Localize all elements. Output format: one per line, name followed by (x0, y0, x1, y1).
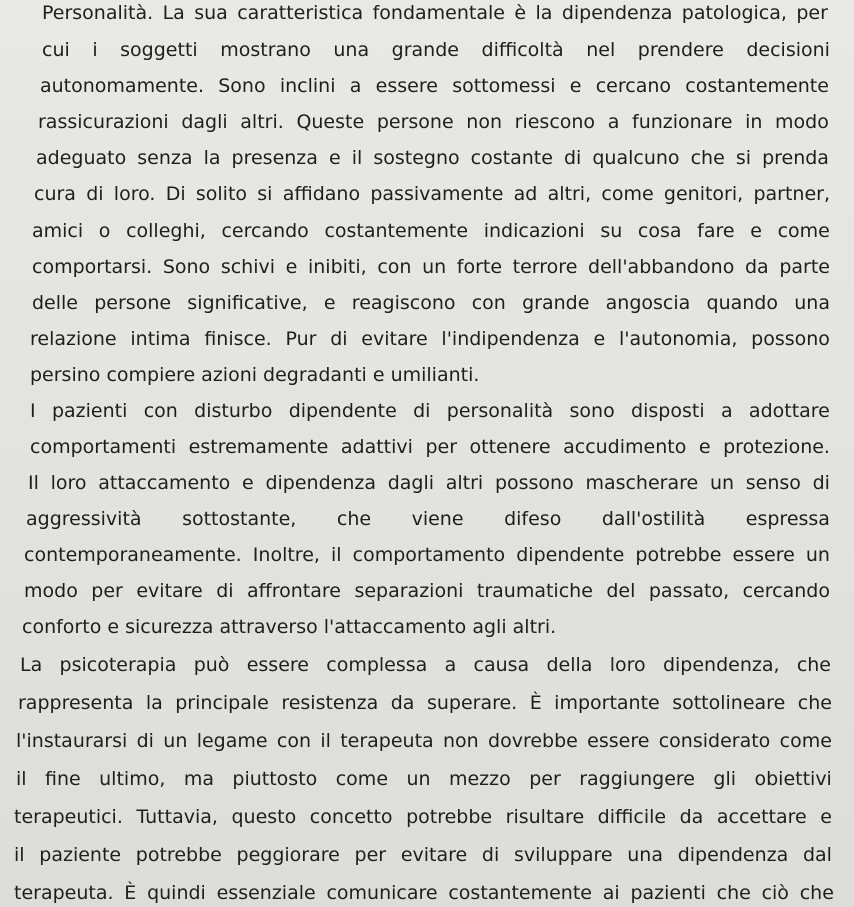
word: dipendenza (677, 844, 789, 866)
word: mascherare (585, 472, 699, 494)
word: disposti (631, 400, 705, 422)
word: Queste (296, 111, 365, 133)
word: separazioni (354, 580, 464, 602)
word: che (716, 882, 751, 904)
word: raggiungere (579, 768, 695, 790)
word: forte (456, 256, 503, 278)
word: ottenere (469, 436, 551, 458)
word: il (14, 844, 25, 866)
word: aggressività (26, 508, 142, 530)
word: mostrano (220, 39, 311, 61)
word: che (796, 654, 831, 676)
word: dipendente (288, 400, 397, 422)
word: ma (183, 768, 214, 790)
word: affrontare (247, 580, 341, 602)
word: adeguato (36, 147, 127, 169)
text-line (36, 145, 829, 171)
word: evitare (400, 844, 468, 866)
text-line (20, 652, 831, 678)
word: schivi (220, 256, 276, 278)
word: Personalità. (42, 2, 154, 24)
word: e (569, 75, 582, 97)
text-line (34, 181, 830, 207)
word: viene (411, 508, 464, 530)
word: si (735, 147, 752, 169)
word: il (16, 768, 27, 790)
word: di (413, 400, 431, 422)
word: si (257, 183, 273, 205)
word: disturbo (194, 400, 273, 422)
word: dall'ostilità (601, 508, 706, 530)
text-line (26, 506, 830, 532)
word: quando (706, 292, 778, 314)
word: estremamente (188, 436, 329, 458)
word: possono (751, 328, 830, 350)
text-line (42, 0, 828, 26)
word: inclini (279, 75, 336, 97)
word: potrebbe (135, 844, 222, 866)
word: di (216, 580, 234, 602)
word: fare (697, 220, 735, 242)
word: una (794, 292, 830, 314)
word: adattivi (340, 436, 413, 458)
word: pazienti (51, 400, 128, 422)
word: affidano (282, 183, 361, 205)
word: rappresenta (18, 692, 134, 714)
word: I (30, 400, 36, 422)
text-line (16, 728, 832, 754)
word: comportarsi. (32, 256, 153, 278)
text-line (14, 880, 834, 906)
text-line (30, 326, 830, 352)
word: grande (391, 39, 459, 61)
word: della (546, 654, 593, 676)
word: causa (473, 654, 530, 676)
word: attaccamento (98, 472, 231, 494)
word: da (390, 692, 415, 714)
word: con (143, 400, 178, 422)
word: e (285, 256, 298, 278)
word: con (471, 292, 506, 314)
word: dal (802, 844, 832, 866)
word: i (92, 39, 98, 61)
word: sottomessi (452, 75, 556, 97)
word: questo (231, 806, 297, 828)
word: sviluppare (513, 844, 613, 866)
word: colleghi, (126, 220, 206, 242)
word: nel (586, 39, 616, 61)
word: passivamente (370, 183, 504, 205)
word: passato, (648, 580, 730, 602)
word: persone (94, 292, 172, 314)
text-line (40, 73, 829, 99)
word: modo (24, 580, 78, 602)
text-line (30, 398, 830, 424)
word: e (323, 292, 336, 314)
text-line: conforto e sicurezza attraverso l'attaccamento agli altri. (22, 616, 557, 638)
word: ciò (761, 882, 789, 904)
word: contemporaneamente. (24, 544, 242, 566)
word: fine (45, 768, 81, 790)
word: cosa (637, 220, 682, 242)
text-line (32, 218, 830, 244)
word: decisioni (746, 39, 830, 61)
word: significative, (187, 292, 308, 314)
word: difeso (504, 508, 562, 530)
word: considerato (658, 730, 771, 752)
word: comunicare (326, 882, 438, 904)
word: una (333, 39, 370, 61)
word: a (720, 400, 733, 422)
word: e (593, 328, 606, 350)
word: loro. (113, 183, 156, 205)
word: il (351, 147, 363, 169)
word: e (328, 147, 341, 169)
word: il (320, 730, 331, 752)
word: cercando (221, 220, 309, 242)
word: con (377, 256, 412, 278)
word: un (805, 544, 830, 566)
word: essere (587, 730, 650, 752)
word: dagli (387, 472, 435, 494)
word: genitori, (663, 183, 744, 205)
text-line (24, 542, 830, 568)
word: mezzo (448, 768, 511, 790)
word: altri (445, 472, 484, 494)
word: la (145, 692, 163, 714)
word: senso (745, 472, 801, 494)
word: dell'abbandono (588, 256, 735, 278)
word: l'indipendenza (441, 328, 580, 350)
word: indicazioni (483, 220, 585, 242)
word: delle (32, 292, 78, 314)
word: terapeuta. (14, 882, 114, 904)
word: difficoltà (481, 39, 564, 61)
word: caratteristica (237, 2, 364, 24)
word: persone (376, 111, 454, 133)
word: gli (713, 768, 737, 790)
word: senza (137, 147, 193, 169)
word: patologica, (681, 2, 787, 24)
word: che (690, 147, 725, 169)
text-line (38, 109, 829, 135)
word: l'autonomia, (619, 328, 738, 350)
text-line (18, 690, 832, 716)
text-line (14, 804, 832, 830)
word: che (797, 692, 832, 714)
word: per (91, 580, 123, 602)
word: da (679, 806, 704, 828)
word: personalità (446, 400, 554, 422)
word: prenda (762, 147, 829, 169)
word: dagli (181, 111, 228, 133)
word: ad (513, 183, 538, 205)
word: come (779, 730, 832, 752)
word: a (444, 654, 457, 676)
word: essere (732, 544, 795, 566)
word: di (86, 183, 104, 205)
word: terapeutici. (14, 806, 123, 828)
word: un (422, 256, 447, 278)
word: autonomamente. (40, 75, 204, 97)
word: È (124, 882, 137, 904)
word: accettare (716, 806, 807, 828)
word: obiettivi (754, 768, 832, 790)
word: superare. (426, 692, 518, 714)
word: la (535, 2, 553, 24)
word: un (709, 472, 735, 494)
text-line: persino compiere azioni degradanti e umilianti. (30, 364, 480, 386)
word: solito (195, 183, 248, 205)
word: per (529, 768, 561, 790)
word: importante (554, 692, 660, 714)
word: che (336, 508, 372, 530)
word: o (98, 220, 111, 242)
word: peggiorare (236, 844, 340, 866)
text-line (28, 470, 830, 496)
word: dipendenza (561, 2, 673, 24)
word: che (799, 882, 834, 904)
word: psicoterapia (59, 654, 177, 676)
word: Di (165, 183, 186, 205)
text-line (32, 254, 830, 280)
word: un (406, 768, 431, 790)
word: cercando (742, 580, 830, 602)
word: sua (194, 2, 228, 24)
word: dipendente (516, 544, 625, 566)
word: a (349, 75, 362, 97)
word: La (162, 2, 185, 24)
word: per (425, 436, 458, 458)
word: per (796, 2, 828, 24)
word: principale (175, 692, 269, 714)
word: il (331, 544, 342, 566)
word: sottostante, (182, 508, 297, 530)
word: non (466, 111, 502, 133)
word: essere (375, 75, 438, 97)
word: in (745, 111, 763, 133)
word: essenziale (216, 882, 316, 904)
word: soggetti (120, 39, 198, 61)
word: cui (42, 39, 70, 61)
word: costantemente (448, 882, 592, 904)
word: intima (130, 328, 191, 350)
word: ultimo, (99, 768, 166, 790)
word: Tuttavia, (136, 806, 218, 828)
word: costante (470, 147, 553, 169)
word: paziente (39, 844, 122, 866)
word: prendere (637, 39, 724, 61)
word: l'instaurarsi (16, 730, 128, 752)
word: di (481, 844, 500, 866)
word: finisce. (204, 328, 272, 350)
word: e (242, 472, 254, 494)
word: da (744, 256, 769, 278)
word: partner, (753, 183, 830, 205)
word: per (354, 844, 387, 866)
word: con (276, 730, 311, 752)
word: Pur (285, 328, 317, 350)
word: sostegno (373, 147, 460, 169)
word: una (627, 844, 663, 866)
word: costantemente (324, 220, 469, 242)
word: di (563, 147, 582, 169)
word: sottolineare (672, 692, 786, 714)
word: ai (602, 882, 620, 904)
word: angoscia (605, 292, 691, 314)
word: possono (494, 472, 574, 494)
word: dovrebbe (488, 730, 578, 752)
word: altri. (240, 111, 284, 133)
word: loro (50, 472, 87, 494)
word: Inoltre, (252, 544, 320, 566)
word: relazione (30, 328, 117, 350)
word: Sono (162, 256, 211, 278)
word: difficile (597, 806, 667, 828)
text-line (32, 290, 830, 316)
word: rassicurazioni (38, 111, 169, 133)
word: a (607, 111, 620, 133)
word: comportamento (352, 544, 506, 566)
word: un (163, 730, 188, 752)
word: terrore (512, 256, 578, 278)
word: essere (246, 654, 309, 676)
word: la (203, 147, 221, 169)
word: costantemente (685, 75, 829, 97)
word: legame (196, 730, 268, 752)
word: fondamentale (372, 2, 505, 24)
word: complessa (326, 654, 428, 676)
text-line (30, 434, 830, 460)
word: è (514, 2, 527, 24)
word: adottare (748, 400, 830, 422)
word: evitare (136, 580, 203, 602)
word: e (820, 806, 832, 828)
word: dipendenza (265, 472, 376, 494)
word: può (193, 654, 230, 676)
word: traumatiche (476, 580, 593, 602)
word: modo (775, 111, 829, 133)
word: espressa (745, 508, 830, 530)
word: concetto (309, 806, 393, 828)
word: presenza (231, 147, 318, 169)
word: pazienti (630, 882, 706, 904)
word: comportamenti (30, 436, 177, 458)
word: resistenza (281, 692, 379, 714)
word: protezione. (723, 436, 830, 458)
word: altri, (547, 183, 592, 205)
word: inibiti, (307, 256, 367, 278)
word: parte (779, 256, 830, 278)
word: come (335, 768, 389, 790)
word: e (750, 220, 762, 242)
word: del (606, 580, 636, 602)
word: riescono (514, 111, 596, 133)
word: come (777, 220, 830, 242)
word: risultare (505, 806, 585, 828)
word: funzionare (632, 111, 733, 133)
text-line (42, 37, 830, 63)
word: grande (522, 292, 590, 314)
word: potrebbe (406, 806, 493, 828)
word: e (698, 436, 711, 458)
word: piuttosto (232, 768, 318, 790)
word: terapeuta (340, 730, 434, 752)
word: potrebbe (635, 544, 722, 566)
word: Sono (218, 75, 266, 97)
text-line (14, 842, 832, 868)
word: Il (28, 472, 39, 494)
word: evitare (361, 328, 428, 350)
word: di (136, 730, 154, 752)
word: accudimento (563, 436, 687, 458)
word: È (529, 692, 542, 714)
text-line (16, 766, 832, 792)
text-line (24, 578, 830, 604)
word: reagiscono (351, 292, 456, 314)
word: amici (32, 220, 84, 242)
word: su (600, 220, 623, 242)
word: di (812, 472, 830, 494)
word: di (330, 328, 348, 350)
word: La (20, 654, 43, 676)
word: qualcuno (592, 147, 680, 169)
word: non (442, 730, 479, 752)
word: cura (34, 183, 76, 205)
word: quindi (147, 882, 206, 904)
word: sono (569, 400, 615, 422)
word: dipendenza, (662, 654, 780, 676)
word: come (601, 183, 654, 205)
word: loro (609, 654, 646, 676)
word: cercano (595, 75, 672, 97)
